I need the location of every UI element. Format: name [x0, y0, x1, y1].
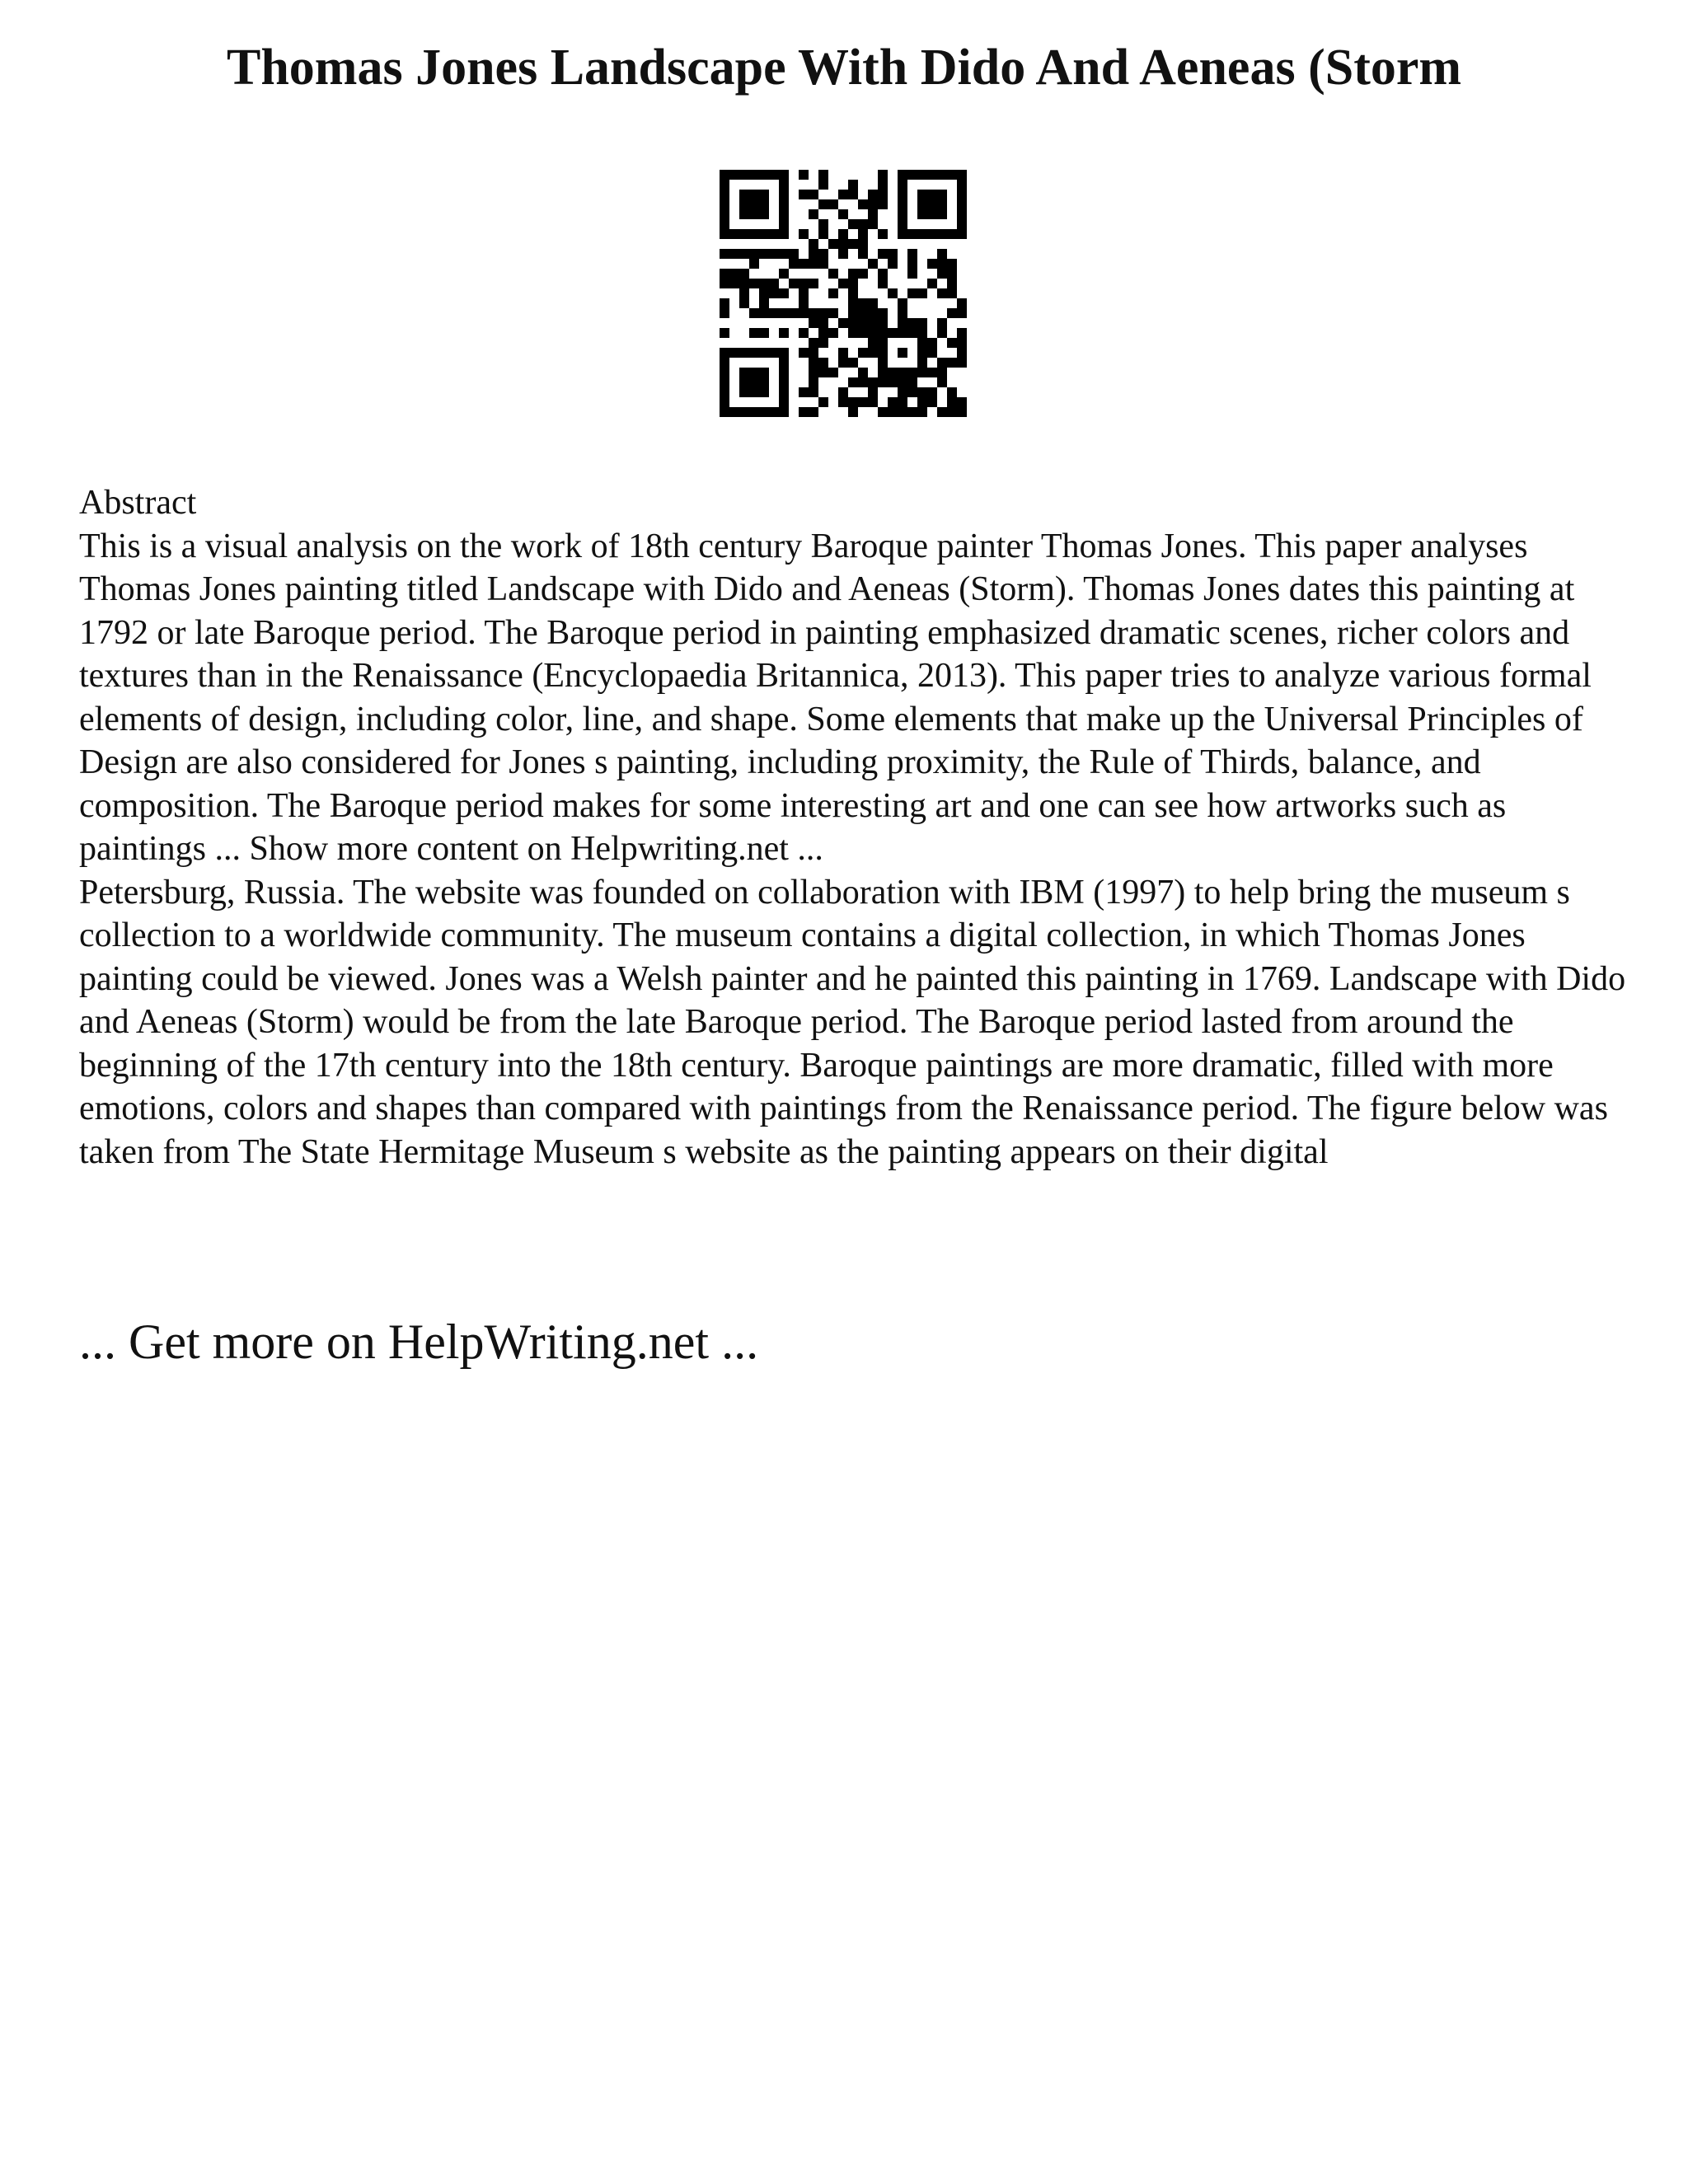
page-title: Thomas Jones Landscape With Dido And Aeneas (Storm — [226, 40, 1462, 96]
document-body — [79, 481, 1629, 1174]
paragraph-continuation: Petersburg, Russia. The website was founded on collaboration with IBM (1997) to help bring the museum s collection to a worldwide community. The museum contains a digital collection, in which Thomas Jones painting could be viewed. Jones was a Welsh painter and he painted this painting in 1769. Landscape with Dido and Aeneas (Storm) would be from the late Baroque period. The Baroque period lasted from around the beginning of the 17th century into the 18th century. Baroque paintings are more dramatic, filled with more emotions, colors and shapes than compared with paintings from the Renaissance period. The figure below was taken from The State Hermitage Museum s website as the painting appears on their digital — [79, 873, 1626, 1171]
qr-code-icon — [720, 170, 967, 417]
paragraph-abstract: This is a visual analysis on the work of 18th century Baroque painter Thomas Jones. This paper analyses Thomas Jones painting titled Landscape with Dido and Aeneas (Storm). Thomas Jones dates this painting at 1792 or late Baroque period. The Baroque period in painting emphasized dramatic scenes, richer colors and textures than in the Renaissance (Encyclopaedia Britannica, 2013). This paper tries to analyze various formal elements of design, including color, line, and shape. Some elements that make up the Universal Principles of Design are also considered for Jones s painting, including proximity, the Rule of Thirds, balance, and composition. The Baroque period makes for some interesting art and one can see how artworks such as paintings ... Show more content on Helpwriting.net ... — [79, 527, 1592, 868]
abstract-heading: Abstract — [79, 484, 197, 522]
get-more-link[interactable]: ... Get more on HelpWriting.net ... — [79, 1315, 759, 1369]
